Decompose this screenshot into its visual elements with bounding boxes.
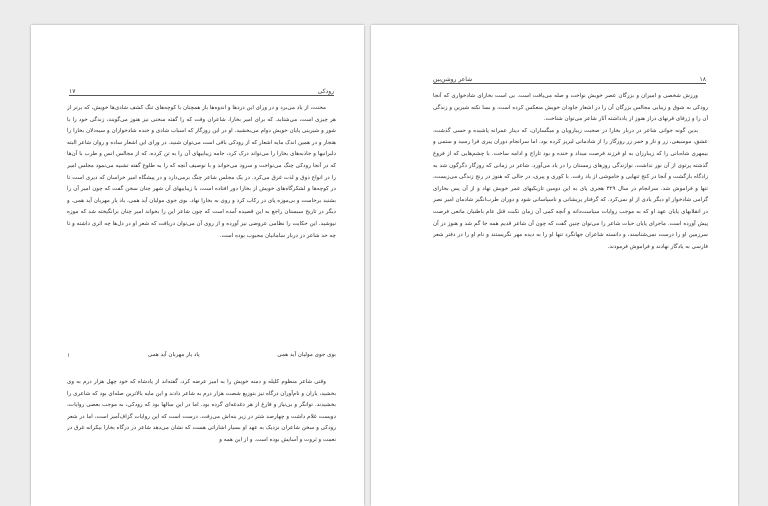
- verse-second-hemistich: یاد یار مهربان آید همی: [147, 352, 200, 358]
- body-paragraph-2: وقتی شاعر منظوم کلیله و دمنه خویش را به امیر عرضه کرد، گفته‌اند از پادشاه که خود چهل هزار درم به وی بخشید، یاران و نام‌آوران درگاه نیز بتوزیع شصت هزار درم به شاعر دادند و این مایه بالاترین صله‌ای بود که شاعری را بخشیدند. توانگر و بی‌نیاز و فارغ از هر دغدغه‌ای گرده بود. اما در این سالها بود که رودکی، به موجب بعضی روایات، دویست غلام داشت و چهارصد شتر در زیر بنه‌اش می‌رفت. درست است که این روایات گزاف‌آمیز است، اما در شعر رودکی و سخن شاعران نزدیک به عهد او بسیار اشاراتی هست که نشان می‌دهد شاعر در درگاه بخارا بیکرانه غرق در نعمت و ثروت و آسایش بوده است. و از این همه و: [67, 379, 336, 443]
- right-page: [371, 25, 738, 506]
- body-paragraph-1: محنت، از یاد می‌برد و در ورای این دردها و اندوه‌ها باز همچنان با کوچه‌های تنگ کشف شادی‌ها خویش، که برتر از هر چیزی است، می‌شتابد. که برای امیر بخارا، شاعران وقت که را گفته سخنی نیز هنوز می‌گویند، زندگی خود را با شور و شیرینی پایان خویش دوام می‌بخشید. او در این روزگار که اسباب شادی و خنده شادخواران و سیه‌دلان بخارا را هنجار و در همین اندک مایه اشعار که از رودکی باقی است می‌توان شنید. در ورای این اشعار ساده و روان شاعر البته دلبرانیها و جاذبه‌های بخارا را می‌تواند درک کرد، جامه زیباییهای آن را به تن کرده، که از مجالس انس و طرب با آن‌ها که در آنجا رودکی چنگ می‌نواخت و سرود می‌خواند و با توصیف آنچه که را به طلوع گفته تشبیه می‌نمود مجلس امیر را در انواع ذوق و لذت غرق می‌کرد. در یک مجلس شاعر چنگ برمی‌دارد و در پیشگاه امیر خراسان که دیری است تا در کوچه‌ها و لشکرگاه‌های خویش از بخارا دور افتاده است، با زیباییهای آن شهر چنان سخن گفت که چون امیر آن را بشنید برخاست و بی‌موزه پای در رکاب کرد و روی به بخارا نهاد. بوی جوی مولیان آید همی، یاد یار مهربان آید همی. و دیگر در تاریخ سیستان راجع به این قصیده آمده است که چون شاعر این را بخواند امیر چنان برانگیخته شد که موزه نپوشید. این حکایت را نظامی عروضی نیز آورده و از روی آن می‌توان دریافت که شعر او در دل‌ها چه اثری داشته و تا چه حد شاعر در دربار سامانیان محبوب بوده است.: [67, 105, 336, 239]
- verse-first-hemistich: بوی جوی مولیان آید همی: [277, 352, 336, 358]
- page-number: ۱۸: [699, 76, 706, 83]
- left-page: [31, 25, 364, 506]
- verse-line: [67, 352, 336, 362]
- running-head: رودکی: [317, 88, 334, 95]
- page-number: ۱۷: [69, 88, 76, 95]
- verse-number: ۱: [67, 352, 71, 359]
- body-paragraph-2: بدین گونه جوانی شاعر در دربار بخارا در صحبت زیبارویان و میگساران، که دینار عمرانه پاشیده و حسی گذشت، عشق، موسیقی، زر و ناز و خمر زر روزگار را از شادمانی لبریز کرده بود. اما سرانجام دوران پیری فرا رسید و ستمی و بیمهری شاه‌بانی را که زیبارزان به او فرزند فرصت میداد و خنده و بود تاراج و ادامه ساخت. با چشم‌هایی که از فروغ گذشته پرتوی از آن نور نداشت، نوازندگی روزهای زمستان را در یاد می‌آورد. شاعر در زمانی که روزگار دگرگون شد به زادگاه بازگشت و آنجا در کنج تنهایی و خاموشی از یاد رفت. با کوری و پیری، در حالی که هنوز در رنج زندگی می‌زیست، تنها و فراموش شد. سرانجام در سال ۳۲۹ هجری پای به این دومین تاریکیهای عمر خویش نهاد و از آن پس بخارای گرامی شادخوار او دیگر یادی از او نمی‌کرد. که گرفتار پریشانی و ناسپاسانی شود و دوران طرب‌انگیز شادمان امیر نصر در انقلابهای پایان عهد او که به موجب روایات سیاست‌دانه و آنچه کمی آن زمان نکبت قتل عام باطنیان مانعی فرصت پیش آورده است. ماجرای پایان حیات شاعر را می‌توان چنین گفت که چون آن شاعر قدیم همه جا گم شد و هنوز در آن سرزمین او را درست نمی‌شناسند، و دانسته شاعران جهانگرد تنها او را به دیده مهر نگریستند و نام او را در دفتر شعر فارسی به یادگار نهادند و فراموش فرمودند.: [433, 127, 708, 250]
- page-header: [69, 86, 334, 96]
- running-head: شاعر روشن‌بین: [433, 76, 473, 83]
- body-paragraph-1: ورزش شخصی و امیران و بزرگان عصر خویش نواخت و صله می‌یافت است. بی است بخارای شادخواری که آنجا رودکی به شوق و زیبایی مجالس بزرگان آن را در اشعار جاودان خویش منعکس کرده است، و بسا نکته شیرین و زندگی آن را و ژرفای قرنهای دراز هنوز از یادداشته آثار شاعر می‌توان شناخت.: [433, 93, 708, 123]
- body-text: [433, 91, 708, 379]
- page-header: [433, 74, 706, 84]
